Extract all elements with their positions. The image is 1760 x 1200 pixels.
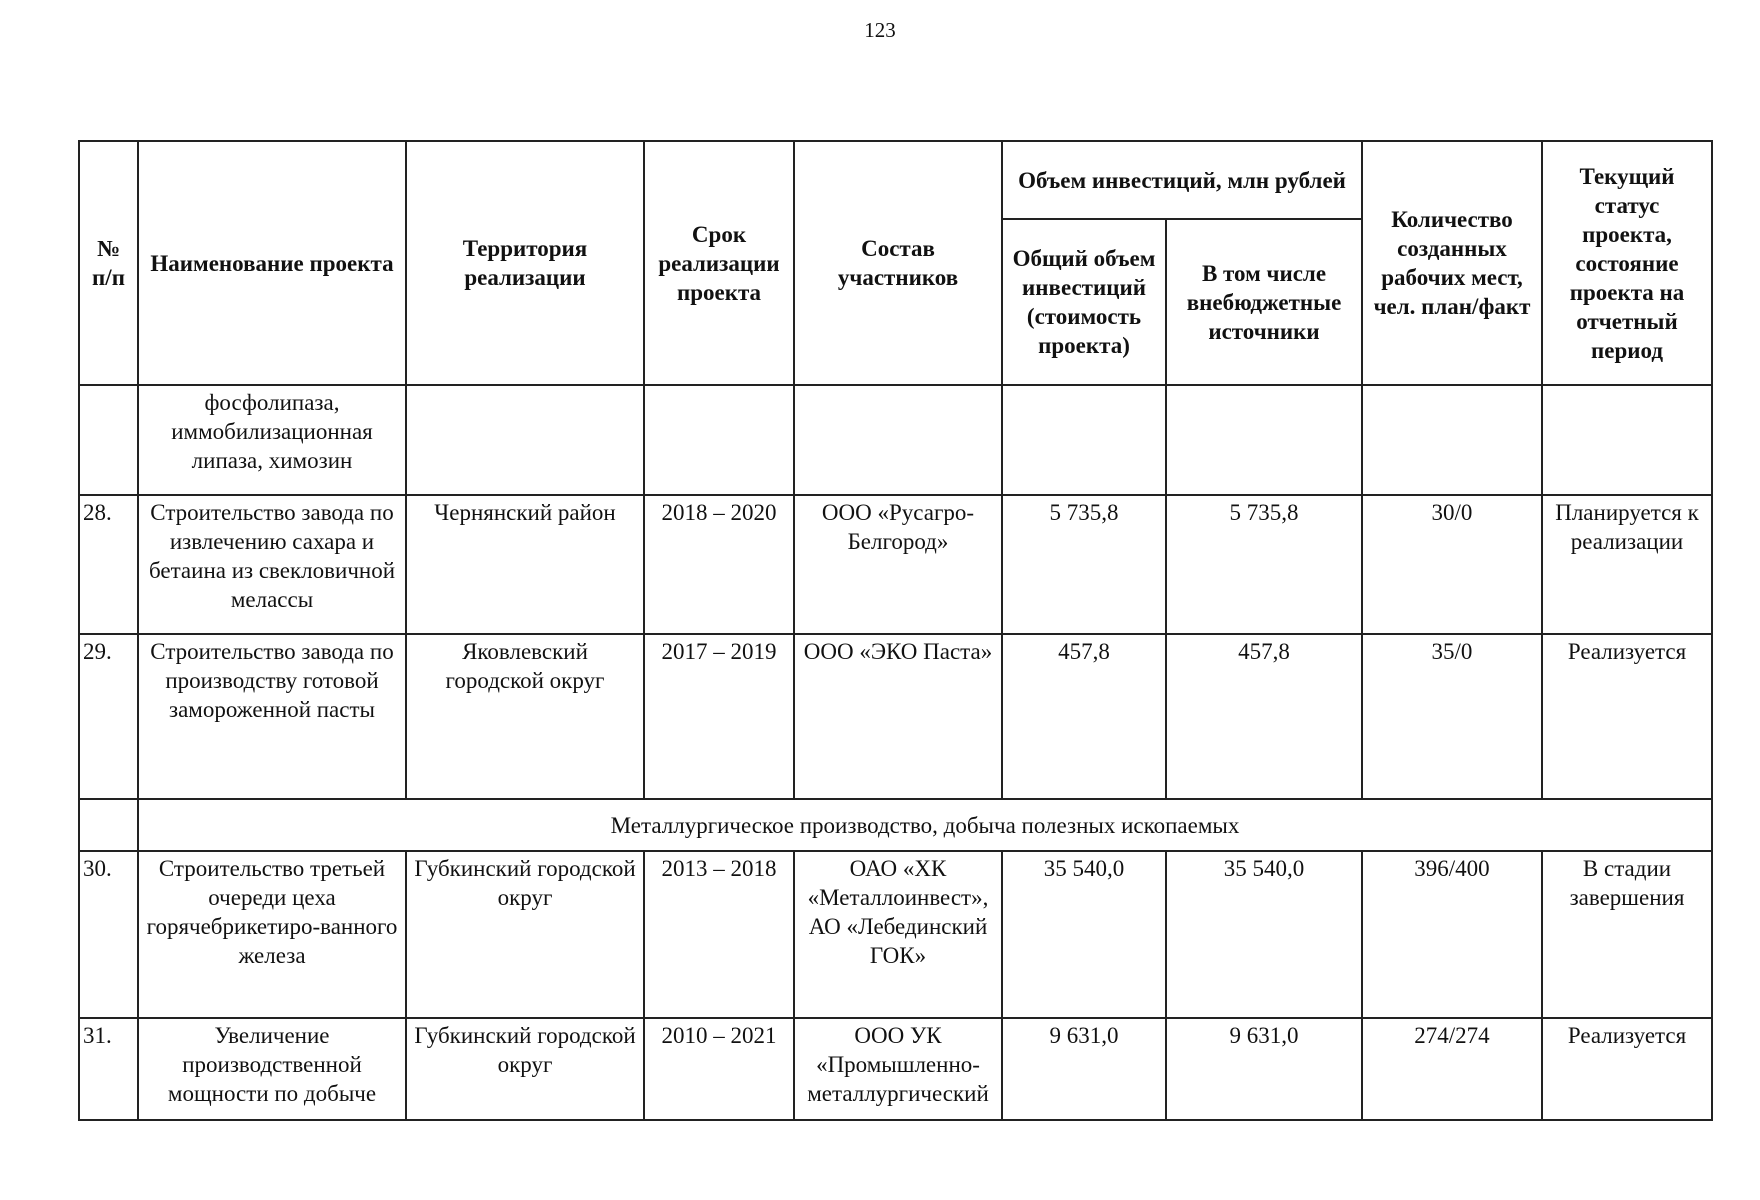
cell-name: Строительство третьей очереди цеха горячебрикетиро-ванного железа [138, 851, 406, 1018]
cell-status: Реализуется [1542, 1018, 1712, 1120]
cell-total: 9 631,0 [1002, 1018, 1166, 1120]
cell-jobs: 30/0 [1362, 495, 1542, 634]
cell-territory [406, 385, 644, 495]
header-total: Общий объем инвестиций (стоимость проекта) [1002, 219, 1166, 385]
cell-jobs: 274/274 [1362, 1018, 1542, 1120]
cell-period: 2010 – 2021 [644, 1018, 794, 1120]
cell-offbudget: 9 631,0 [1166, 1018, 1362, 1120]
cell-offbudget: 457,8 [1166, 634, 1362, 799]
cell-status: В стадии завершения [1542, 851, 1712, 1018]
cell-period: 2013 – 2018 [644, 851, 794, 1018]
header-name: Наименование проекта [138, 141, 406, 385]
cell-participants: ОАО «ХК «Металлоинвест», АО «Лебединский ГОК» [794, 851, 1002, 1018]
cell-jobs: 35/0 [1362, 634, 1542, 799]
header-status: Текущий статус проекта, состояние проекта на отчетный период [1542, 141, 1712, 385]
cell-jobs: 396/400 [1362, 851, 1542, 1018]
cell-num [79, 385, 138, 495]
cell-territory: Губкинский городской округ [406, 851, 644, 1018]
cell-jobs [1362, 385, 1542, 495]
header-investment-group: Объем инвестиций, млн рублей [1002, 141, 1362, 219]
cell-period: 2018 – 2020 [644, 495, 794, 634]
cell-name: фосфолипаза, иммобилизационная липаза, химозин [138, 385, 406, 495]
cell-status: Реализуется [1542, 634, 1712, 799]
cell-offbudget [1166, 385, 1362, 495]
cell-num: 28. [79, 495, 138, 634]
cell-participants [794, 385, 1002, 495]
cell-offbudget: 35 540,0 [1166, 851, 1362, 1018]
cell-name: Строительство завода по производству готовой замороженной пасты [138, 634, 406, 799]
cell-num [79, 799, 138, 851]
header-participants: Состав участников [794, 141, 1002, 385]
cell-participants: ООО УК «Промышленно-металлургический [794, 1018, 1002, 1120]
cell-territory: Чернянский район [406, 495, 644, 634]
cell-period [644, 385, 794, 495]
cell-total: 457,8 [1002, 634, 1166, 799]
section-row [79, 799, 1712, 851]
cell-total: 5 735,8 [1002, 495, 1166, 634]
cell-status [1542, 385, 1712, 495]
cell-territory: Яковлевский городской округ [406, 634, 644, 799]
cell-name: Увеличение производственной мощности по добыче [138, 1018, 406, 1120]
table-row [79, 851, 1712, 1018]
section-title: Металлургическое производство, добыча полезных ископаемых [138, 799, 1712, 851]
cell-num: 31. [79, 1018, 138, 1120]
table-row [79, 1018, 1712, 1120]
header-period: Срок реализации проекта [644, 141, 794, 385]
cell-num: 29. [79, 634, 138, 799]
cell-participants: ООО «ЭКО Паста» [794, 634, 1002, 799]
header-num: № п/п [79, 141, 138, 385]
cell-total [1002, 385, 1166, 495]
table-row [79, 634, 1712, 799]
table-row [79, 495, 1712, 634]
cell-participants: ООО «Русагро-Белгород» [794, 495, 1002, 634]
cell-territory: Губкинский городской округ [406, 1018, 644, 1120]
header-offbudget: В том числе внебюджетные источники [1166, 219, 1362, 385]
cell-status: Планируется к реализации [1542, 495, 1712, 634]
header-jobs: Количество созданных рабочих мест, чел. план/факт [1362, 141, 1542, 385]
cell-period: 2017 – 2019 [644, 634, 794, 799]
cell-offbudget: 5 735,8 [1166, 495, 1362, 634]
cell-num: 30. [79, 851, 138, 1018]
cell-name: Строительство завода по извлечению сахара и бетаина из свекловичной мелассы [138, 495, 406, 634]
header-row-top [79, 141, 1712, 219]
cell-total: 35 540,0 [1002, 851, 1166, 1018]
page-number: 123 [864, 18, 896, 42]
investment-projects-table [78, 140, 1713, 1121]
header-territory: Территория реализации [406, 141, 644, 385]
table-row-continuation [79, 385, 1712, 495]
